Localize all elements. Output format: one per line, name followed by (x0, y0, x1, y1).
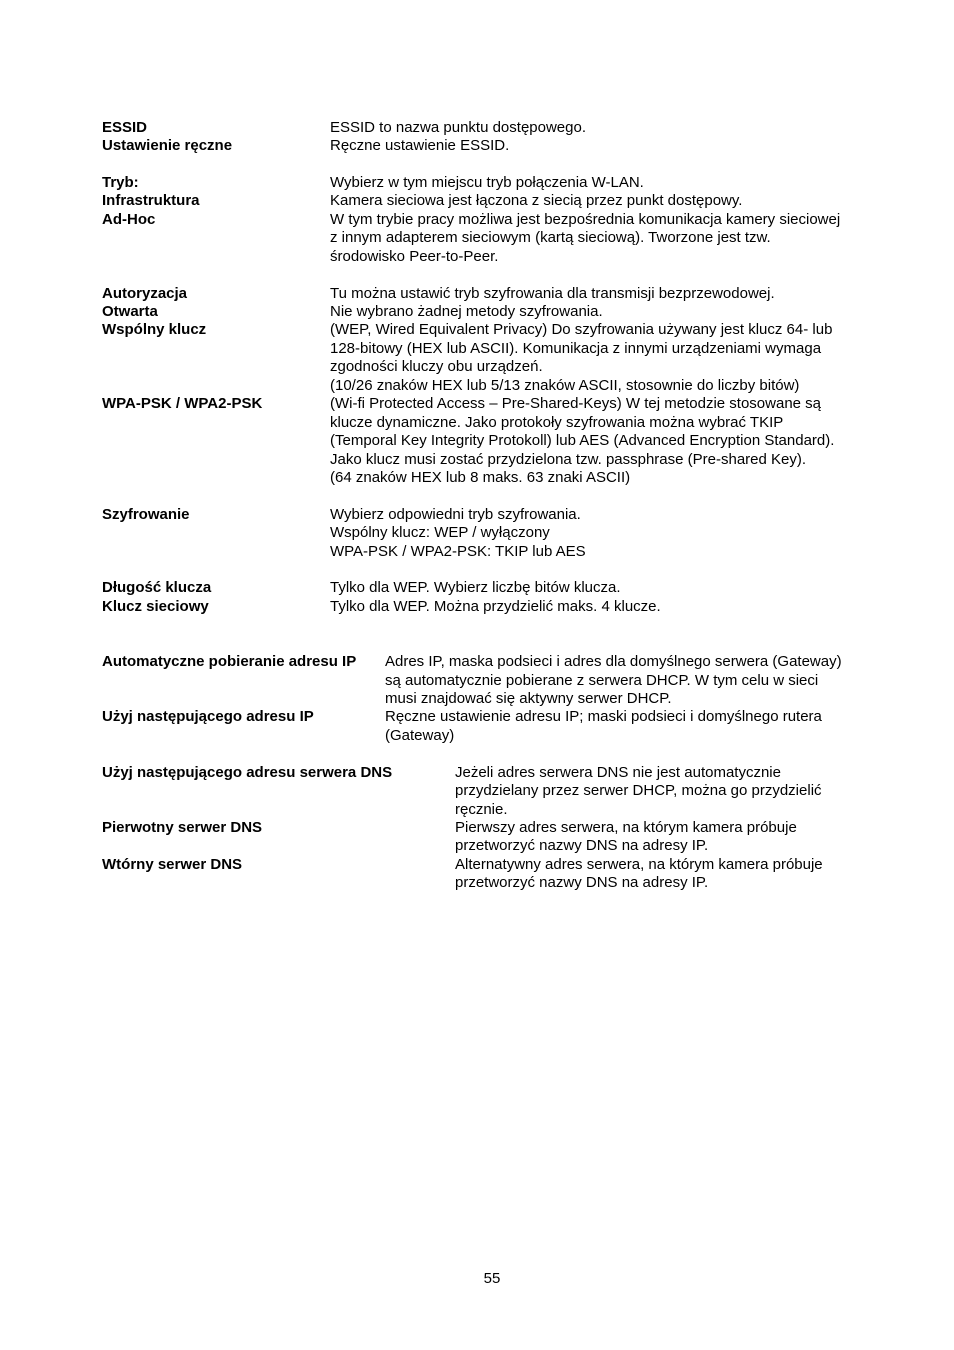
desc-encryption-line: Wybierz odpowiedni tryb szyfrowania. (330, 506, 581, 523)
page-number: 55 (483, 1270, 501, 1287)
desc-dns-use-following-line: Jeżeli adres serwera DNS nie jest automatycznie (455, 764, 781, 781)
desc-essid: ESSID to nazwa punktu dostępowego. (330, 119, 586, 136)
term-infrastructure: Infrastruktura (102, 192, 200, 209)
desc-dns-use-following-line: ręcznie. (455, 801, 508, 818)
desc-dns-use-following-line: przydzielany przez serwer DHCP, można go przydzielić (455, 782, 822, 799)
desc-dns-secondary-line: Alternatywny adres serwera, na którym kamera próbuje (455, 856, 823, 873)
desc-shared-key-line: (10/26 znaków HEX lub 5/13 znaków ASCII, stosownie do liczby bitów) (330, 377, 800, 394)
desc-adhoc-line: W tym trybie pracy możliwa jest bezpośrednia komunikacja kamery sieciowej (330, 211, 841, 228)
desc-dns-primary-line: Pierwszy adres serwera, na którym kamera próbuje (455, 819, 797, 836)
term-encryption: Szyfrowanie (102, 506, 190, 523)
term-wpa: WPA-PSK / WPA2-PSK (102, 395, 263, 412)
desc-shared-key-line: 128-bitowy (HEX lub ASCII). Komunikacja z innymi urządzeniami wymaga (330, 340, 822, 357)
term-mode: Tryb: (102, 174, 139, 191)
term-key-length: Długość klucza (102, 579, 212, 596)
term-adhoc: Ad-Hoc (102, 211, 156, 228)
desc-shared-key-line: zgodności kluczy obu urządzeń. (330, 358, 543, 375)
desc-key-length: Tylko dla WEP. Wybierz liczbę bitów klucza. (330, 579, 621, 596)
term-dns-primary: Pierwotny serwer DNS (102, 819, 263, 836)
desc-wpa-line: (Temporal Key Integrity Protokoll) lub AES (Advanced Encryption Standard). (330, 432, 835, 449)
desc-ip-auto-line: musi znajdować się aktywny serwer DHCP. (385, 690, 672, 707)
term-auth: Autoryzacja (102, 285, 188, 302)
term-essid: ESSID (102, 119, 148, 136)
desc-dns-primary-line: przetworzyć nazwy DNS na adresy IP. (455, 837, 709, 854)
term-dns-secondary: Wtórny serwer DNS (102, 856, 243, 873)
desc-ip-manual-line: Ręczne ustawienie adresu IP; maski podsieci i domyślnego rutera (385, 708, 822, 725)
desc-adhoc-line: z innym adapterem sieciowym (kartą sieciową). Tworzone jest tzw. (330, 229, 771, 246)
term-manual-essid: Ustawienie ręczne (102, 137, 233, 154)
desc-open: Nie wybrano żadnej metody szyfrowania. (330, 303, 603, 320)
term-network-key: Klucz sieciowy (102, 598, 209, 615)
term-shared-key: Wspólny klucz (102, 321, 207, 338)
term-ip-manual: Użyj następującego adresu IP (102, 708, 314, 725)
desc-dns-secondary-line: przetworzyć nazwy DNS na adresy IP. (455, 874, 709, 891)
desc-shared-key-line: (WEP, Wired Equivalent Privacy) Do szyfrowania używany jest klucz 64- lub (330, 321, 833, 338)
desc-adhoc-line: środowisko Peer-to-Peer. (330, 248, 499, 265)
desc-auth: Tu można ustawić tryb szyfrowania dla transmisji bezprzewodowej. (330, 285, 775, 302)
desc-wpa-line: (Wi-fi Protected Access – Pre-Shared-Keys) W tej metodzie stosowane są (330, 395, 822, 412)
desc-ip-auto-line: są automatycznie pobierane z serwera DHCP. W tym celu w sieci (385, 672, 819, 689)
desc-mode: Wybierz w tym miejscu tryb połączenia W-LAN. (330, 174, 644, 191)
desc-network-key: Tylko dla WEP. Można przydzielić maks. 4 klucze. (330, 598, 661, 615)
desc-encryption-line: WPA-PSK / WPA2-PSK: TKIP lub AES (330, 543, 586, 560)
desc-manual-essid: Ręczne ustawienie ESSID. (330, 137, 510, 154)
desc-infrastructure: Kamera sieciowa jest łączona z siecią przez punkt dostępowy. (330, 192, 743, 209)
term-dns-use-following: Użyj następującego adresu serwera DNS (102, 764, 393, 781)
desc-ip-auto-line: Adres IP, maska podsieci i adres dla domyślnego serwera (Gateway) (385, 653, 842, 670)
desc-wpa-line: klucze dynamiczne. Jako protokoły szyfrowania można wybrać TKIP (330, 414, 784, 431)
term-open: Otwarta (102, 303, 158, 320)
desc-encryption-line: Wspólny klucz: WEP / wyłączony (330, 524, 550, 541)
desc-ip-manual-line: (Gateway) (385, 727, 455, 744)
desc-wpa-line: (64 znaków HEX lub 8 maks. 63 znaki ASCII) (330, 469, 631, 486)
term-ip-auto: Automatyczne pobieranie adresu IP (102, 653, 357, 670)
desc-wpa-line: Jako klucz musi zostać przydzielona tzw. passphrase (Pre-shared Key). (330, 451, 807, 468)
